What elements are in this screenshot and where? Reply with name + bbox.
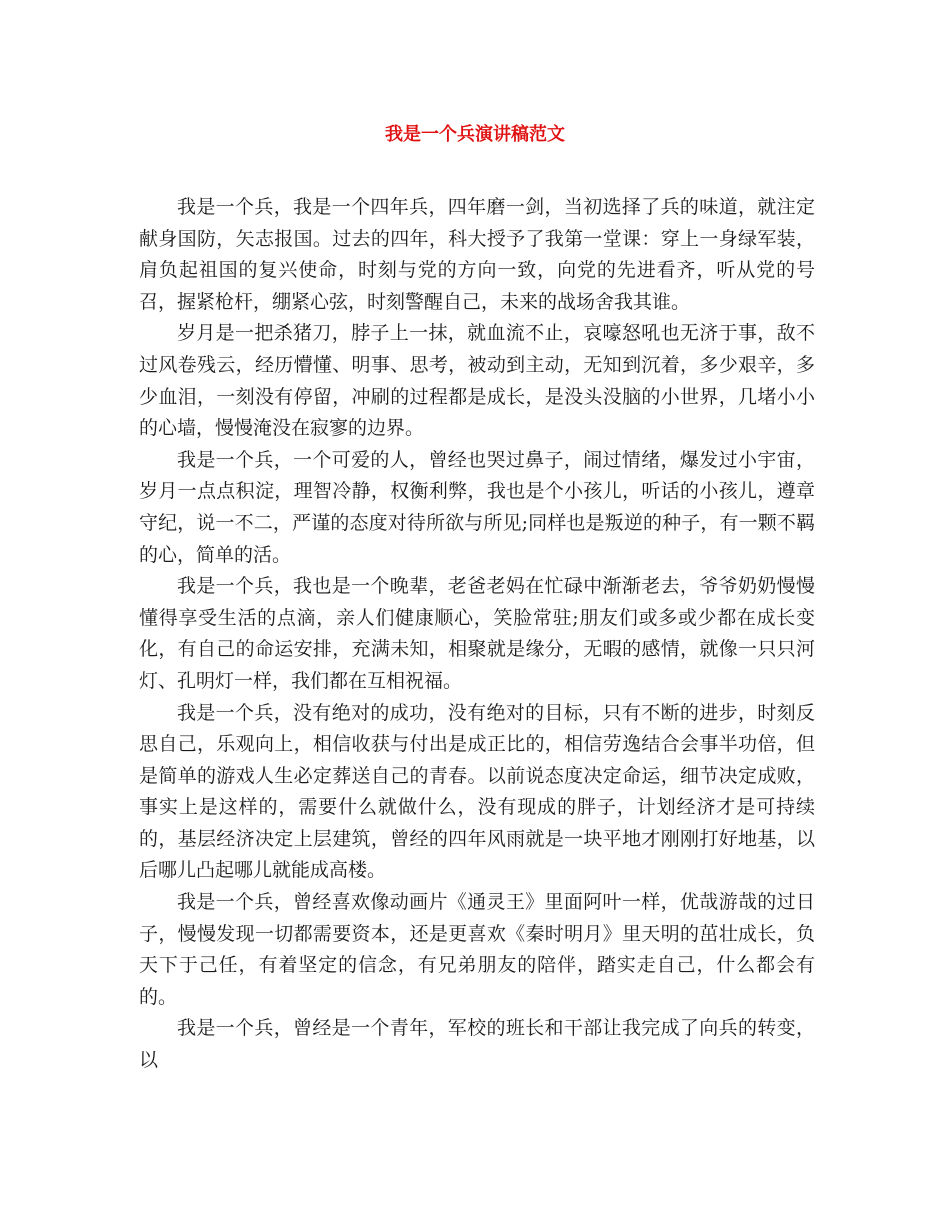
paragraph-2: 岁月是一把杀猪刀，脖子上一抹，就血流不止，哀嚎怒吼也无济于事，敌不过风卷残云，经历懵懂、明事、思考，被动到主动，无知到沉着，多少艰辛，多少血泪，一刻没有停留，冲刷的过程都是成长，是没头没脑的小世界，几堵小小的心墙，慢慢淹没在寂寥的边界。 xyxy=(139,322,815,440)
paragraph-5: 我是一个兵，没有绝对的成功，没有绝对的目标，只有不断的进步，时刻反思自己，乐观向上，相信收获与付出是成正比的，相信劳逸结合会事半功倍，但是简单的游戏人生必定葬送自己的青春。以前说态度决定命运，细节决定成败，事实上是这样的，需要什么就做什么，没有现成的胖子，计划经济才是可持续的，基层经济决定上层建筑，曾经的四年风雨就是一块平地才刚刚打好地基，以后哪儿凸起哪儿就能成高楼。 xyxy=(139,701,815,882)
paragraph-4: 我是一个兵，我也是一个晚辈，老爸老妈在忙碌中渐渐老去，爷爷奶奶慢慢懂得享受生活的点滴，亲人们健康顺心，笑脸常驻;朋友们或多或少都在成长变化，有自己的命运安排，充满未知，相聚就是缘分，无暇的感情，就像一只只河灯、孔明灯一样，我们都在互相祝福。 xyxy=(139,575,815,692)
paragraph-1: 我是一个兵，我是一个四年兵，四年磨一剑，当初选择了兵的味道，就注定献身国防，矢志报国。过去的四年，科大授予了我第一堂课：穿上一身绿军装，肩负起祖国的复兴使命，时刻与党的方向一致，向党的先进看齐，听从党的号召，握紧枪杆，绷紧心弦，时刻警醒自己，未来的战场舍我其谁。 xyxy=(139,196,815,313)
paragraph-6: 我是一个兵，曾经喜欢像动画片《通灵王》里面阿叶一样，优哉游哉的过日子，慢慢发现一切都需要资本，还是更喜欢《秦时明月》里天明的茁壮成长，负天下于己任，有着坚定的信念，有兄弟朋友的陪伴，踏实走自己，什么都会有的。 xyxy=(139,891,815,1008)
paragraph-3: 我是一个兵，一个可爱的人，曾经也哭过鼻子，闹过情绪，爆发过小宇宙，岁月一点点积淀，理智冷静，权衡利弊，我也是个小孩儿，听话的小孩儿，遵章守纪，说一不二，严谨的态度对待所欲与所见;同样也是叛逆的种子，有一颗不羁的心，简单的活。 xyxy=(139,448,815,566)
paragraph-7: 我是一个兵，曾经是一个青年，军校的班长和干部让我完成了向兵的转变，以 xyxy=(139,1017,815,1072)
document-title: 我是一个兵演讲稿范文 xyxy=(385,124,565,145)
document-body xyxy=(139,192,815,1077)
